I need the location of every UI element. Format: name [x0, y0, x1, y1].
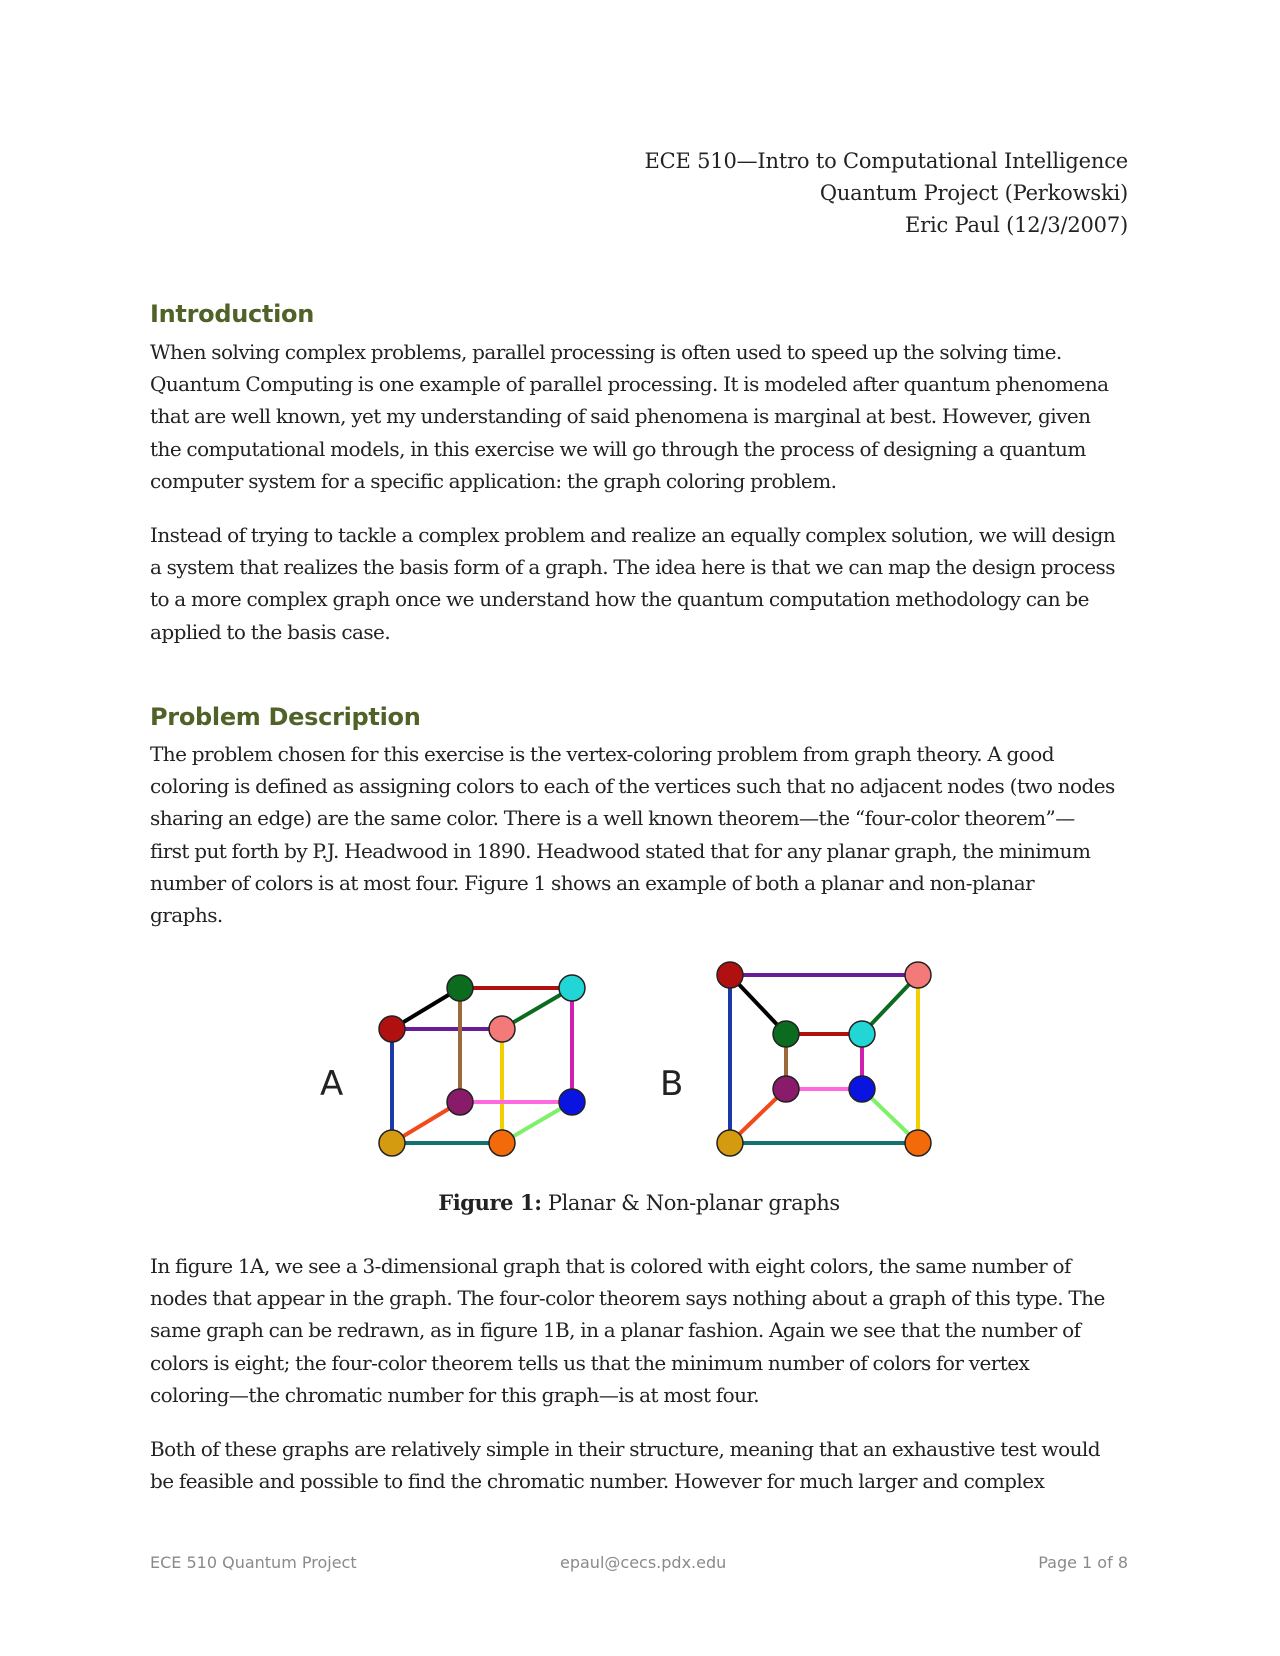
text-line: same graph can be redrawn, as in figure 1B, in a planar fashion. Again we see that the number of — [150, 1318, 1081, 1343]
text-line: to a more complex graph once we understand how the quantum computation methodology can be — [150, 587, 1089, 612]
vertex — [773, 1021, 799, 1047]
text-line: coloring—the chromatic number for this graph—is at most four. — [150, 1382, 760, 1407]
figure-1-graphs — [150, 955, 1128, 1185]
text-line: nodes that appear in the graph. The four-color theorem says nothing about a graph of this type. The — [150, 1286, 1105, 1311]
text-line: In figure 1A, we see a 3-dimensional graph that is colored with eight colors, the same number of — [150, 1254, 1071, 1278]
problem-description-heading: Problem Description — [150, 703, 421, 731]
text-line: computer system for a specific application: the graph coloring problem. — [150, 468, 837, 493]
vertex — [849, 1076, 875, 1102]
caption-label: Figure 1: — [438, 1190, 542, 1215]
figure-caption — [150, 1190, 1128, 1215]
author-date: Eric Paul (12/3/2007) — [904, 213, 1128, 237]
text-line: the computational models, in this exercise we will go through the process of designing a quantum — [150, 436, 1086, 461]
text-line: number of colors is at most four. Figure 1 shows an example of both a planar and non-planar — [150, 870, 1035, 895]
graph-b-label: B — [660, 1064, 684, 1104]
vertex — [489, 1130, 515, 1156]
project-title: Quantum Project (Perkowski) — [819, 181, 1128, 205]
course-title: ECE 510—Intro to Computational Intelligence — [644, 149, 1128, 173]
page-footer — [150, 1553, 1128, 1583]
vertex — [717, 962, 743, 988]
vertex — [379, 1130, 405, 1156]
vertex — [447, 1089, 473, 1115]
text-line: When solving complex problems, parallel processing is often used to speed up the solving time. — [150, 340, 1062, 364]
footer-email: epaul@cecs.pdx.edu — [560, 1553, 727, 1572]
vertex — [905, 1130, 931, 1156]
text-line: that are well known, yet my understanding of said phenomena is marginal at best. However, given — [150, 404, 1091, 429]
text-line: applied to the basis case. — [150, 619, 391, 644]
text-line: first put forth by P.J. Headwood in 1890. Headwood stated that for any planar graph, the minimum — [150, 838, 1091, 863]
body-paragraph-3 — [150, 1250, 1128, 1411]
intro-paragraph-1 — [150, 336, 1128, 497]
intro-paragraph-2 — [150, 519, 1128, 648]
text-line: colors is eight; the four-color theorem tells us that the minimum number of colors for vertex — [150, 1350, 1030, 1375]
document-header — [645, 145, 1128, 241]
graph-a-label: A — [320, 1064, 344, 1104]
vertex — [489, 1016, 515, 1042]
footer-project: ECE 510 Quantum Project — [150, 1553, 357, 1572]
text-line: Instead of trying to tackle a complex problem and realize an equally complex solution, we will design — [150, 523, 1116, 547]
text-line: Both of these graphs are relatively simple in their structure, meaning that an exhaustive test would — [150, 1437, 1101, 1461]
vertex — [447, 975, 473, 1001]
vertex — [717, 1130, 743, 1156]
caption-text: Planar & Non-planar graphs — [541, 1191, 840, 1215]
graph-b — [660, 962, 931, 1156]
vertex — [905, 962, 931, 988]
vertex — [559, 975, 585, 1001]
problem-paragraph — [150, 738, 1128, 931]
text-line: coloring is defined as assigning colors to each of the vertices such that no adjacent nodes (two nodes — [150, 774, 1115, 799]
text-line: sharing an edge) are the same color. There is a well known theorem—the “four-color theorem”— — [150, 806, 1075, 831]
text-line: be feasible and possible to find the chromatic number. However for much larger and complex — [150, 1469, 1045, 1494]
graph-a — [320, 975, 585, 1156]
vertex — [773, 1076, 799, 1102]
footer-page-number: Page 1 of 8 — [1038, 1553, 1128, 1572]
vertex — [379, 1016, 405, 1042]
vertex — [849, 1021, 875, 1047]
text-line: graphs. — [150, 903, 223, 928]
text-line: The problem chosen for this exercise is the vertex-coloring problem from graph theory. A good — [150, 742, 1055, 766]
text-line: a system that realizes the basis form of a graph. The idea here is that we can map the design process — [150, 555, 1115, 580]
vertex — [559, 1089, 585, 1115]
body-paragraph-4 — [150, 1433, 1128, 1497]
introduction-heading: Introduction — [150, 300, 314, 328]
text-line: Quantum Computing is one example of parallel processing. It is modeled after quantum phenomena — [150, 372, 1109, 397]
